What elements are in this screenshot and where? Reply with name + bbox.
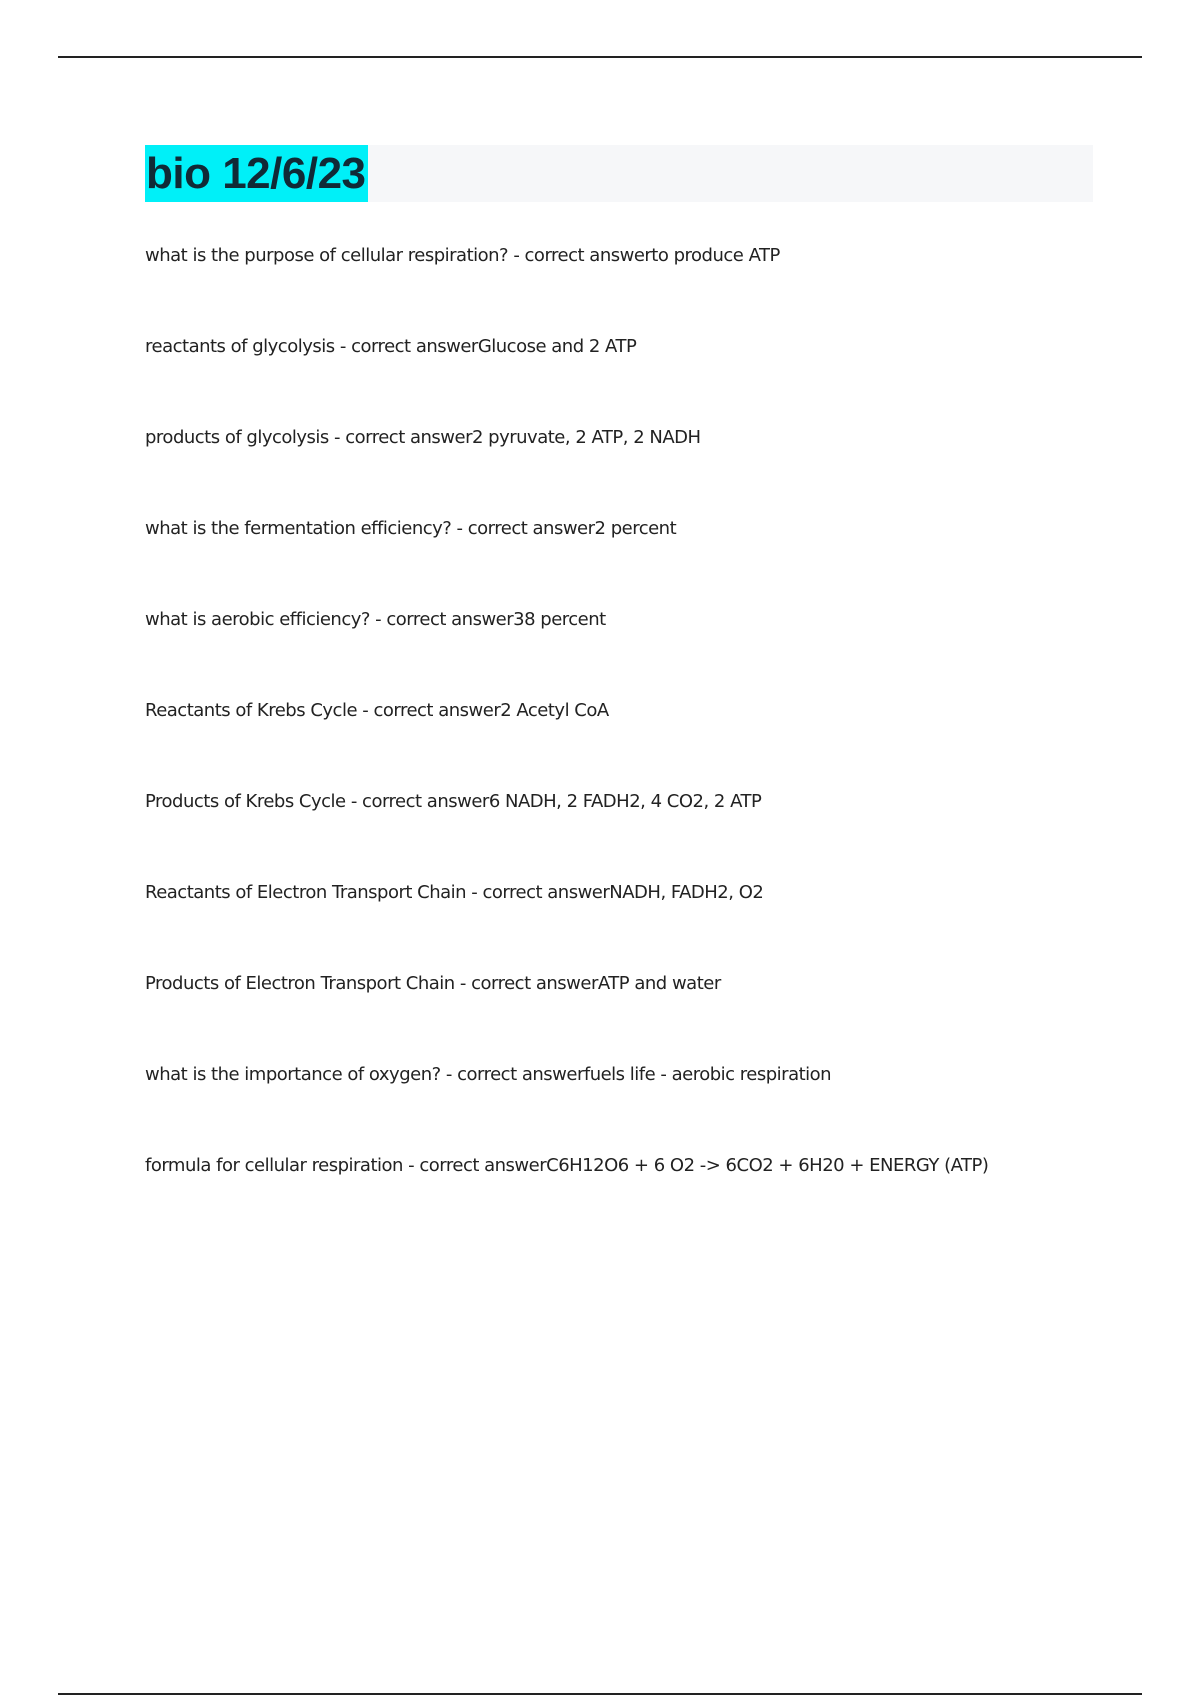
qa-item: what is the purpose of cellular respiration? - correct answerto produce ATP [145, 245, 780, 266]
bottom-rule [58, 1693, 1142, 1695]
qa-item: what is aerobic efficiency? - correct answer38 percent [145, 609, 606, 630]
document-body [145, 145, 1093, 1176]
qa-item: reactants of glycolysis - correct answerGlucose and 2 ATP [145, 336, 637, 357]
qa-item: Reactants of Krebs Cycle - correct answer2 Acetyl CoA [145, 700, 609, 721]
page-title: bio 12/6/23 [145, 145, 368, 202]
qa-item: products of glycolysis - correct answer2 pyruvate, 2 ATP, 2 NADH [145, 427, 701, 448]
qa-list [145, 245, 1093, 1246]
top-rule [58, 56, 1142, 58]
qa-item: Reactants of Electron Transport Chain - correct answerNADH, FADH2, O2 [145, 882, 764, 903]
title-bar [145, 145, 1093, 202]
qa-item: what is the importance of oxygen? - correct answerfuels life - aerobic respiration [145, 1064, 832, 1085]
qa-item: Products of Krebs Cycle - correct answer6 NADH, 2 FADH2, 4 CO2, 2 ATP [145, 791, 762, 812]
qa-item: formula for cellular respiration - correct answerC6H12O6 + 6 O2 -> 6CO2 + 6H20 + ENERGY (ATP) [145, 1155, 989, 1176]
qa-item: Products of Electron Transport Chain - correct answerATP and water [145, 973, 721, 994]
qa-item: what is the fermentation efficiency? - correct answer2 percent [145, 518, 677, 539]
